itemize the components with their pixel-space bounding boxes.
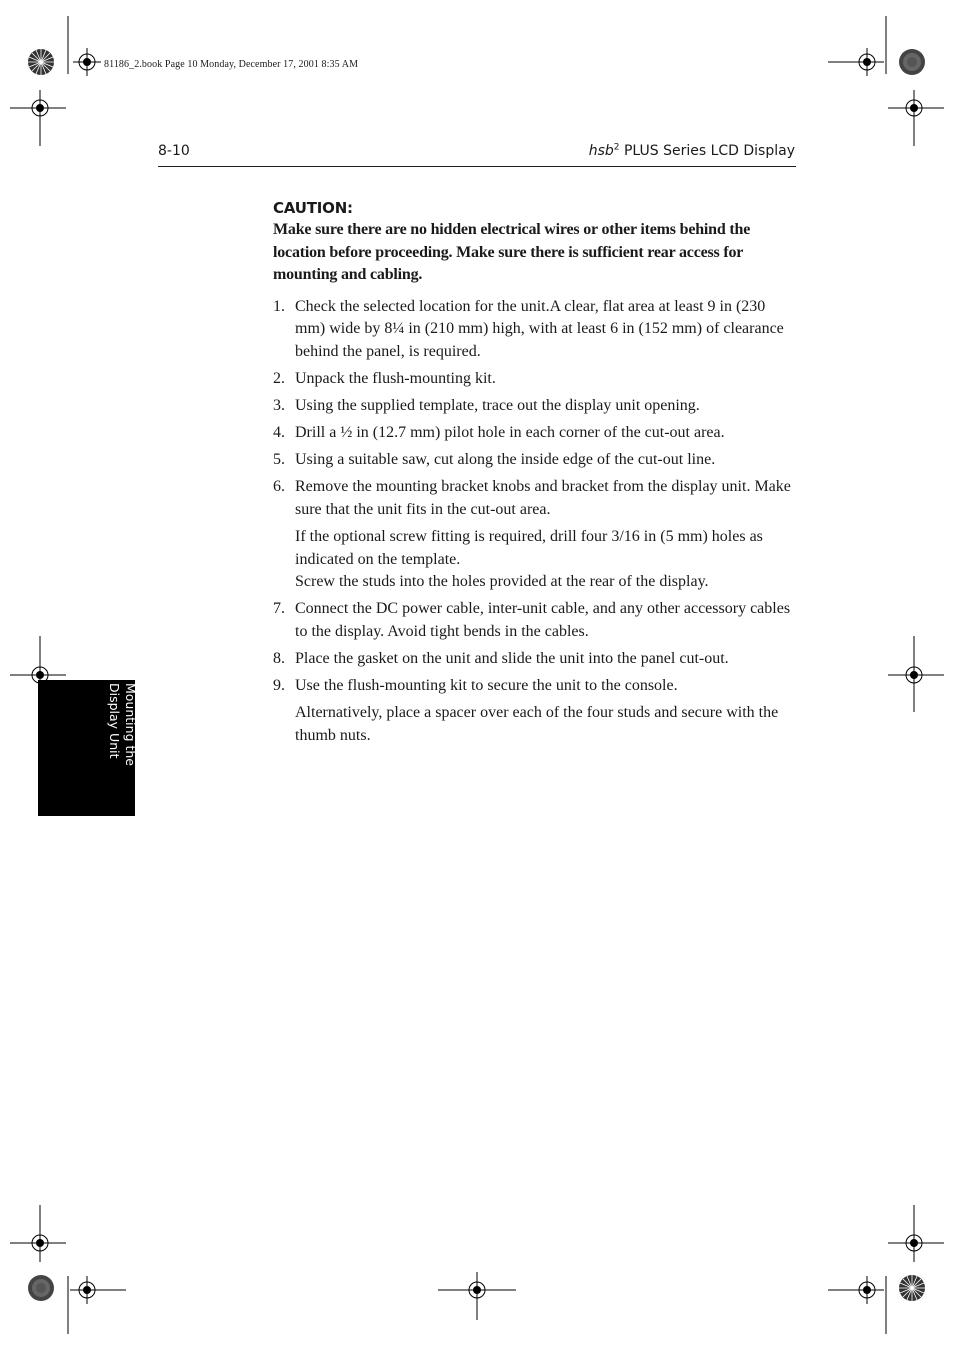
step-text: Check the selected location for the unit.A clear, flat area at least 9 in (230 mm) wide by 8¼ in (210 mm) high, with at least 6 in (152 mm) of clearance behind the panel, is required. [295,297,784,360]
caution-text: Make sure there are no hidden electrical wires or other items behind the location before proceeding. Make sure there is sufficient rear access for mounting and cabling. [273,221,751,284]
step-number: 2. [273,370,285,388]
list-item [273,449,798,472]
step-number: 4. [273,424,285,442]
step-text: Drill a ½ in (12.7 mm) pilot hole in each corner of the cut-out area. [295,424,725,442]
step-text: Use the flush-mounting kit to secure the unit to the console. [295,677,678,695]
product-superscript: 2 [613,142,620,153]
product-title-rest: PLUS Series LCD Display [619,143,795,159]
step-text: Using a suitable saw, cut along the inside edge of the cut-out line. [295,451,716,469]
list-item [273,598,798,643]
step-number: 3. [273,397,285,415]
step-number: 1. [273,297,285,315]
step-number: 5. [273,451,285,469]
side-tab-label: Mounting the Display Unit [107,683,138,766]
list-item [273,648,798,671]
chapter-side-tab [38,680,138,816]
header-rule [158,166,796,167]
step-text: Place the gasket on the unit and slide the unit into the panel cut-out. [295,650,729,668]
step-text: Remove the mounting bracket knobs and bracket from the display unit. Make sure that the unit fits in the cut-out area. [295,478,791,519]
step-note: Screw the studs into the holes provided at the rear of the display. [295,573,709,591]
page-number: 8-10 [158,143,190,159]
print-slug: 81186_2.book Page 10 Monday, December 17, 2001 8:35 AM [104,59,359,70]
list-item [273,296,798,364]
step-number: 6. [273,478,285,496]
step-note: If the optional screw fitting is required, drill four 3/16 in (5 mm) holes as indicated on the template. [295,528,763,568]
list-item [273,476,798,593]
step-number: 8. [273,650,285,668]
list-item [273,368,798,391]
caution-title: CAUTION: [273,199,353,217]
list-item [273,675,798,747]
step-text: Using the supplied template, trace out the display unit opening. [295,397,700,415]
step-number: 7. [273,600,285,618]
step-text: Connect the DC power cable, inter-unit cable, and any other accessory cables to the display. Avoid tight bends in the cables. [295,600,791,640]
steps-list [273,296,798,748]
running-header [589,143,795,159]
step-note: Alternatively, place a spacer over each of the four studs and secure with the thumb nuts. [295,704,779,744]
step-number: 9. [273,677,285,695]
list-item [273,422,798,445]
list-item [273,395,798,418]
step-text: Unpack the flush-mounting kit. [295,370,496,388]
main-content [273,198,798,752]
product-name: hsb [588,143,614,159]
